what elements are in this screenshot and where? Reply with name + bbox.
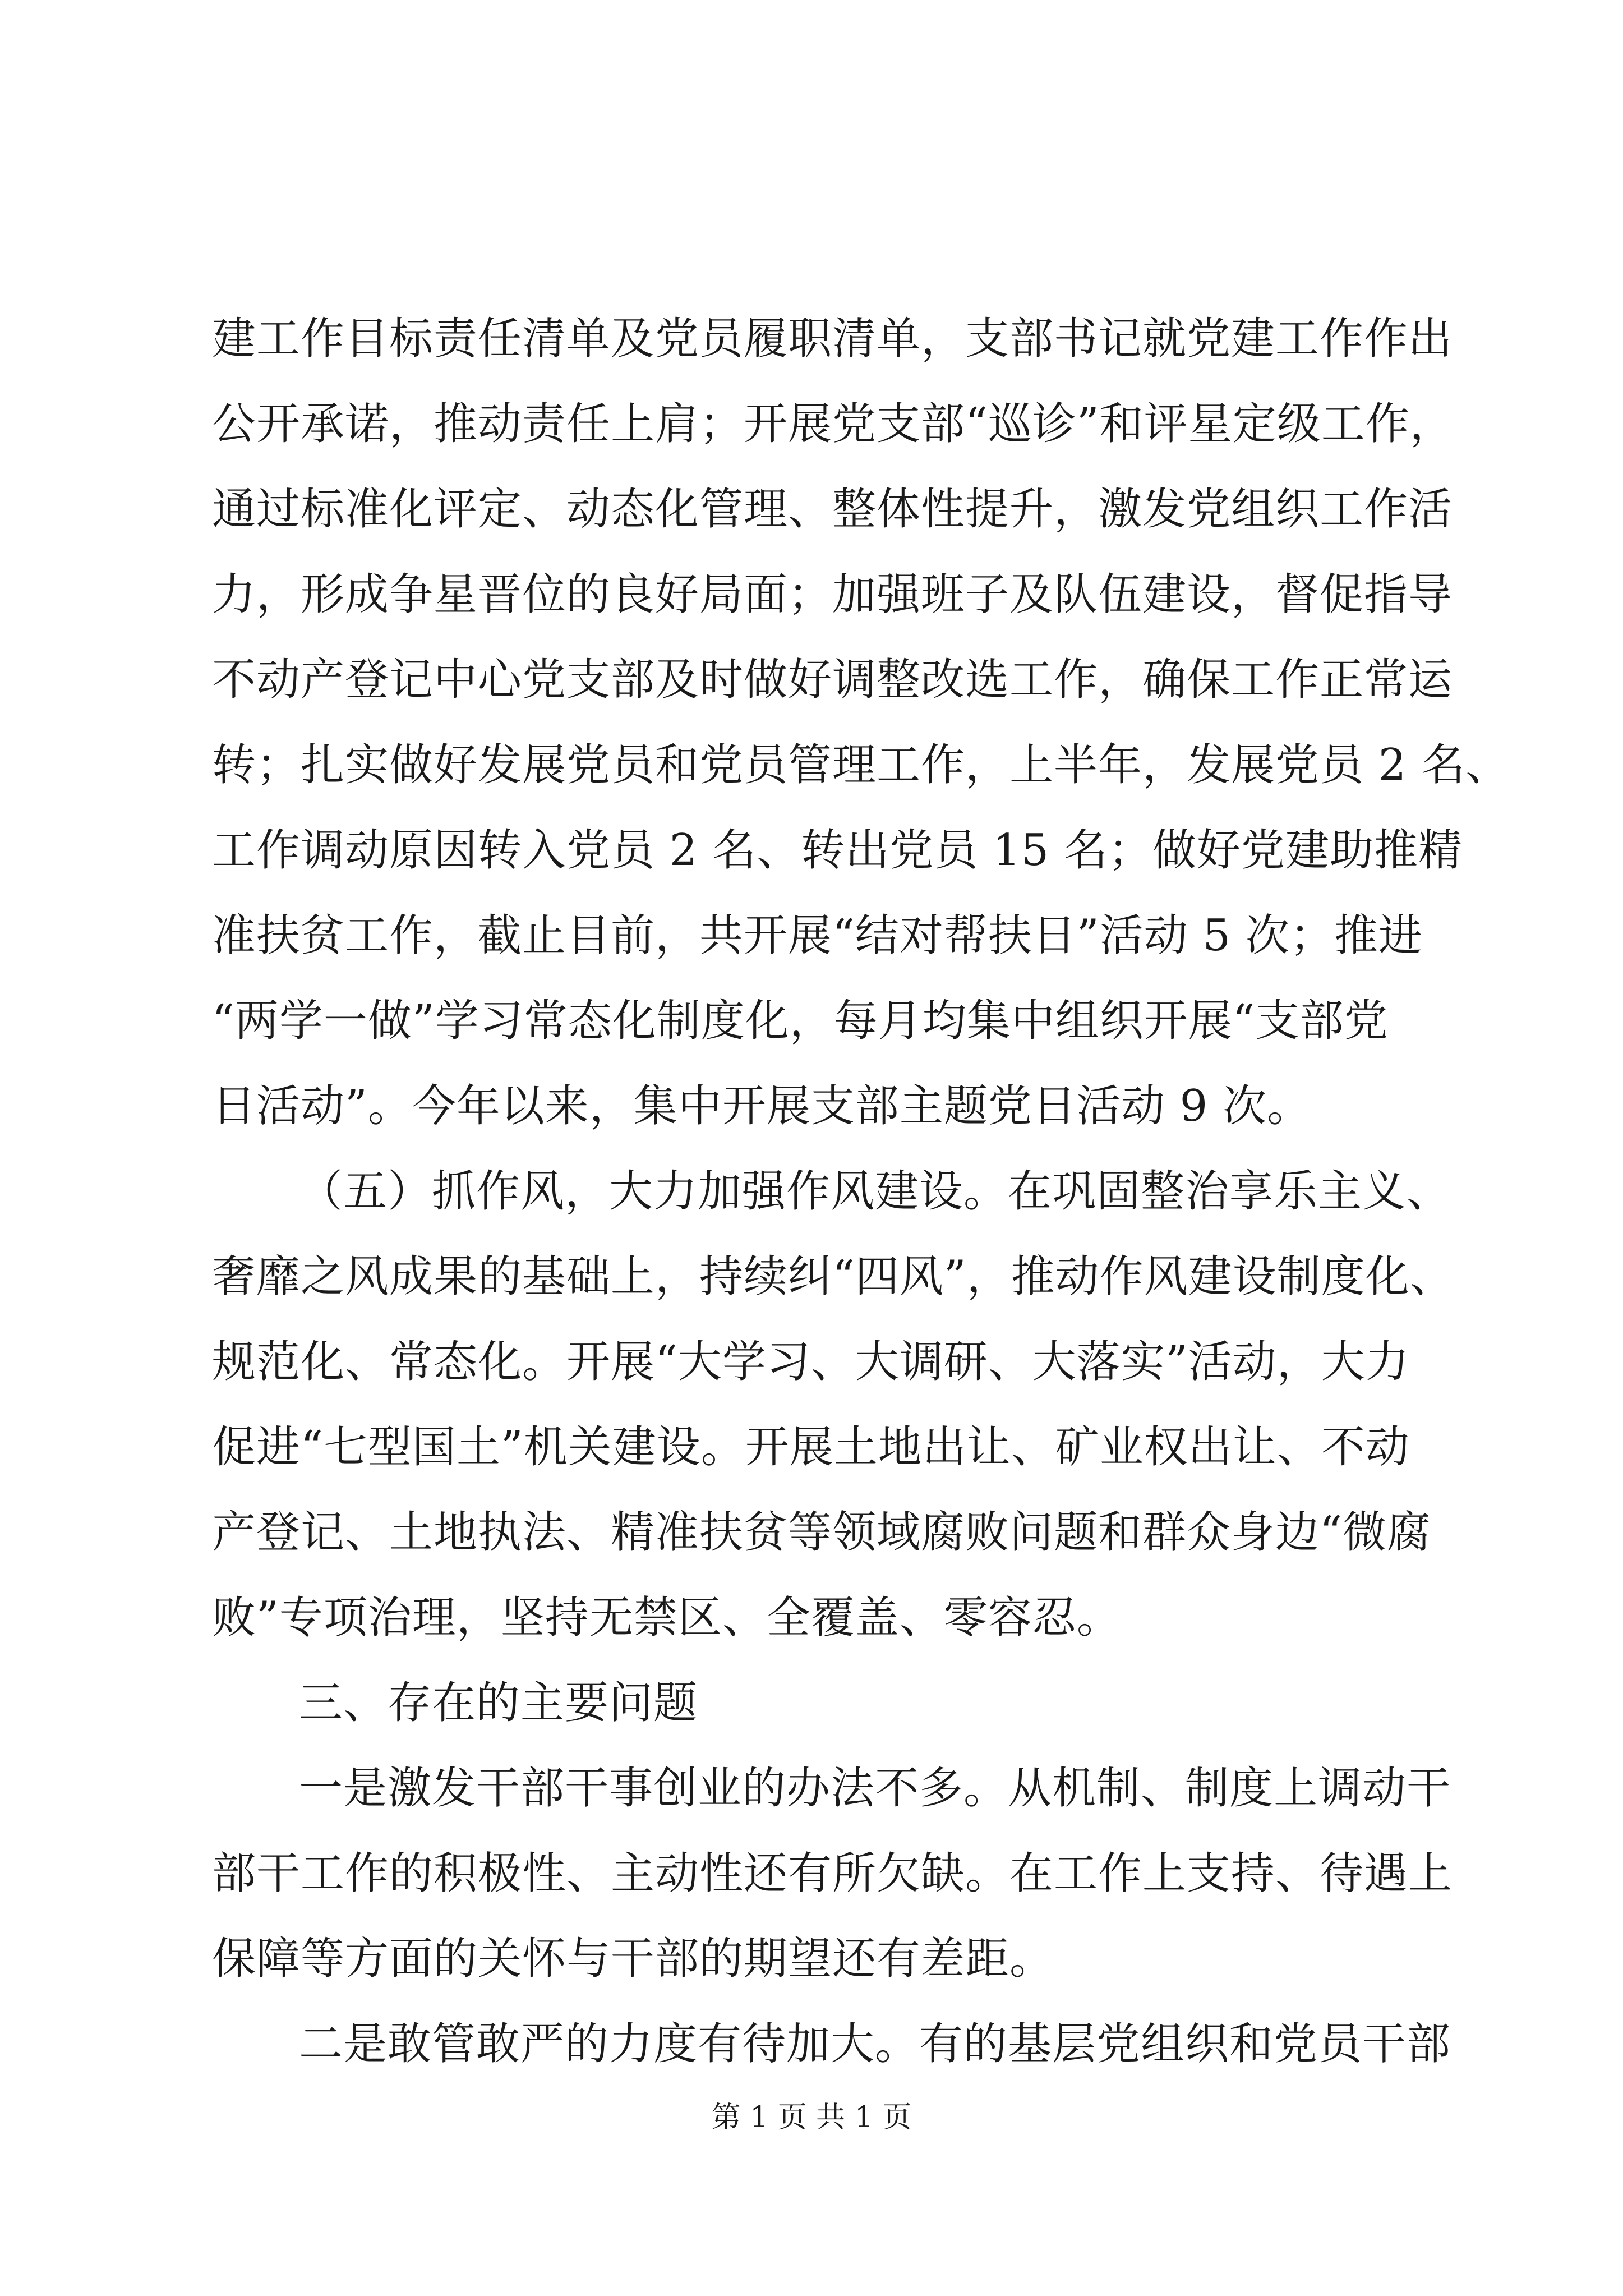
text-line: 公开承诺，推动责任上肩；开展党支部“巡诊”和评星定级工作， xyxy=(212,399,1454,449)
text-line: 准扶贫工作，截止目前，共开展“结对帮扶日”活动 5 次；推进 xyxy=(212,910,1423,961)
section-heading: 三、存在的主要问题 xyxy=(299,1678,698,1728)
text-line: 产登记、土地执法、精准扶贫等领域腐败问题和群众身边“微腐 xyxy=(212,1507,1431,1558)
paragraph-start: 一是激发干部干事创业的办法不多。从机制、制度上调动干 xyxy=(299,1763,1451,1814)
text-line: 通过标准化评定、动态化管理、整体性提升，激发党组织工作活 xyxy=(212,484,1453,535)
paragraph-start: 二是敢管敢严的力度有待加大。有的基层党组织和党员干部 xyxy=(299,2019,1451,2069)
text-line: 奢靡之风成果的基础上，持续纠“四风”，推动作风建设制度化、 xyxy=(212,1251,1454,1302)
paragraph-heading: （五）抓作风，大力加强作风建设。在巩固整治享乐主义、 xyxy=(299,1166,1451,1217)
text-line: 日活动”。今年以来，集中开展支部主题党日活动 9 次。 xyxy=(212,1081,1312,1131)
text-line: 保障等方面的关怀与干部的期望还有差距。 xyxy=(212,1934,1054,1984)
text-line: “两学一做”学习常态化制度化，每月均集中组织开展“支部党 xyxy=(212,996,1389,1046)
text-line: 不动产登记中心党支部及时做好调整改选工作，确保工作正常运 xyxy=(212,655,1453,705)
text-line: 促进“七型国土”机关建设。开展土地出让、矿业权出让、不动 xyxy=(212,1422,1410,1473)
text-line: 部干工作的积极性、主动性还有所欠缺。在工作上支持、待遇上 xyxy=(212,1848,1453,1899)
body-text xyxy=(212,296,1510,2087)
text-line: 力，形成争星晋位的良好局面；加强班子及队伍建设，督促指导 xyxy=(212,569,1453,620)
text-line: 转；扎实做好发展党员和党员管理工作，上半年，发展党员 2 名、 xyxy=(212,740,1510,790)
text-line: 规范化、常态化。开展“大学习、大调研、大落实”活动，大力 xyxy=(212,1337,1410,1387)
text-line: 建工作目标责任清单及党员履职清单，支部书记就党建工作作出 xyxy=(212,314,1453,364)
text-line: 工作调动原因转入党员 2 名、转出党员 15 名；做好党建助推精 xyxy=(212,825,1463,876)
page-footer: 第 1 页 共 1 页 xyxy=(711,2101,912,2134)
text-line: 败”专项治理，坚持无禁区、全覆盖、零容忍。 xyxy=(212,1593,1121,1643)
